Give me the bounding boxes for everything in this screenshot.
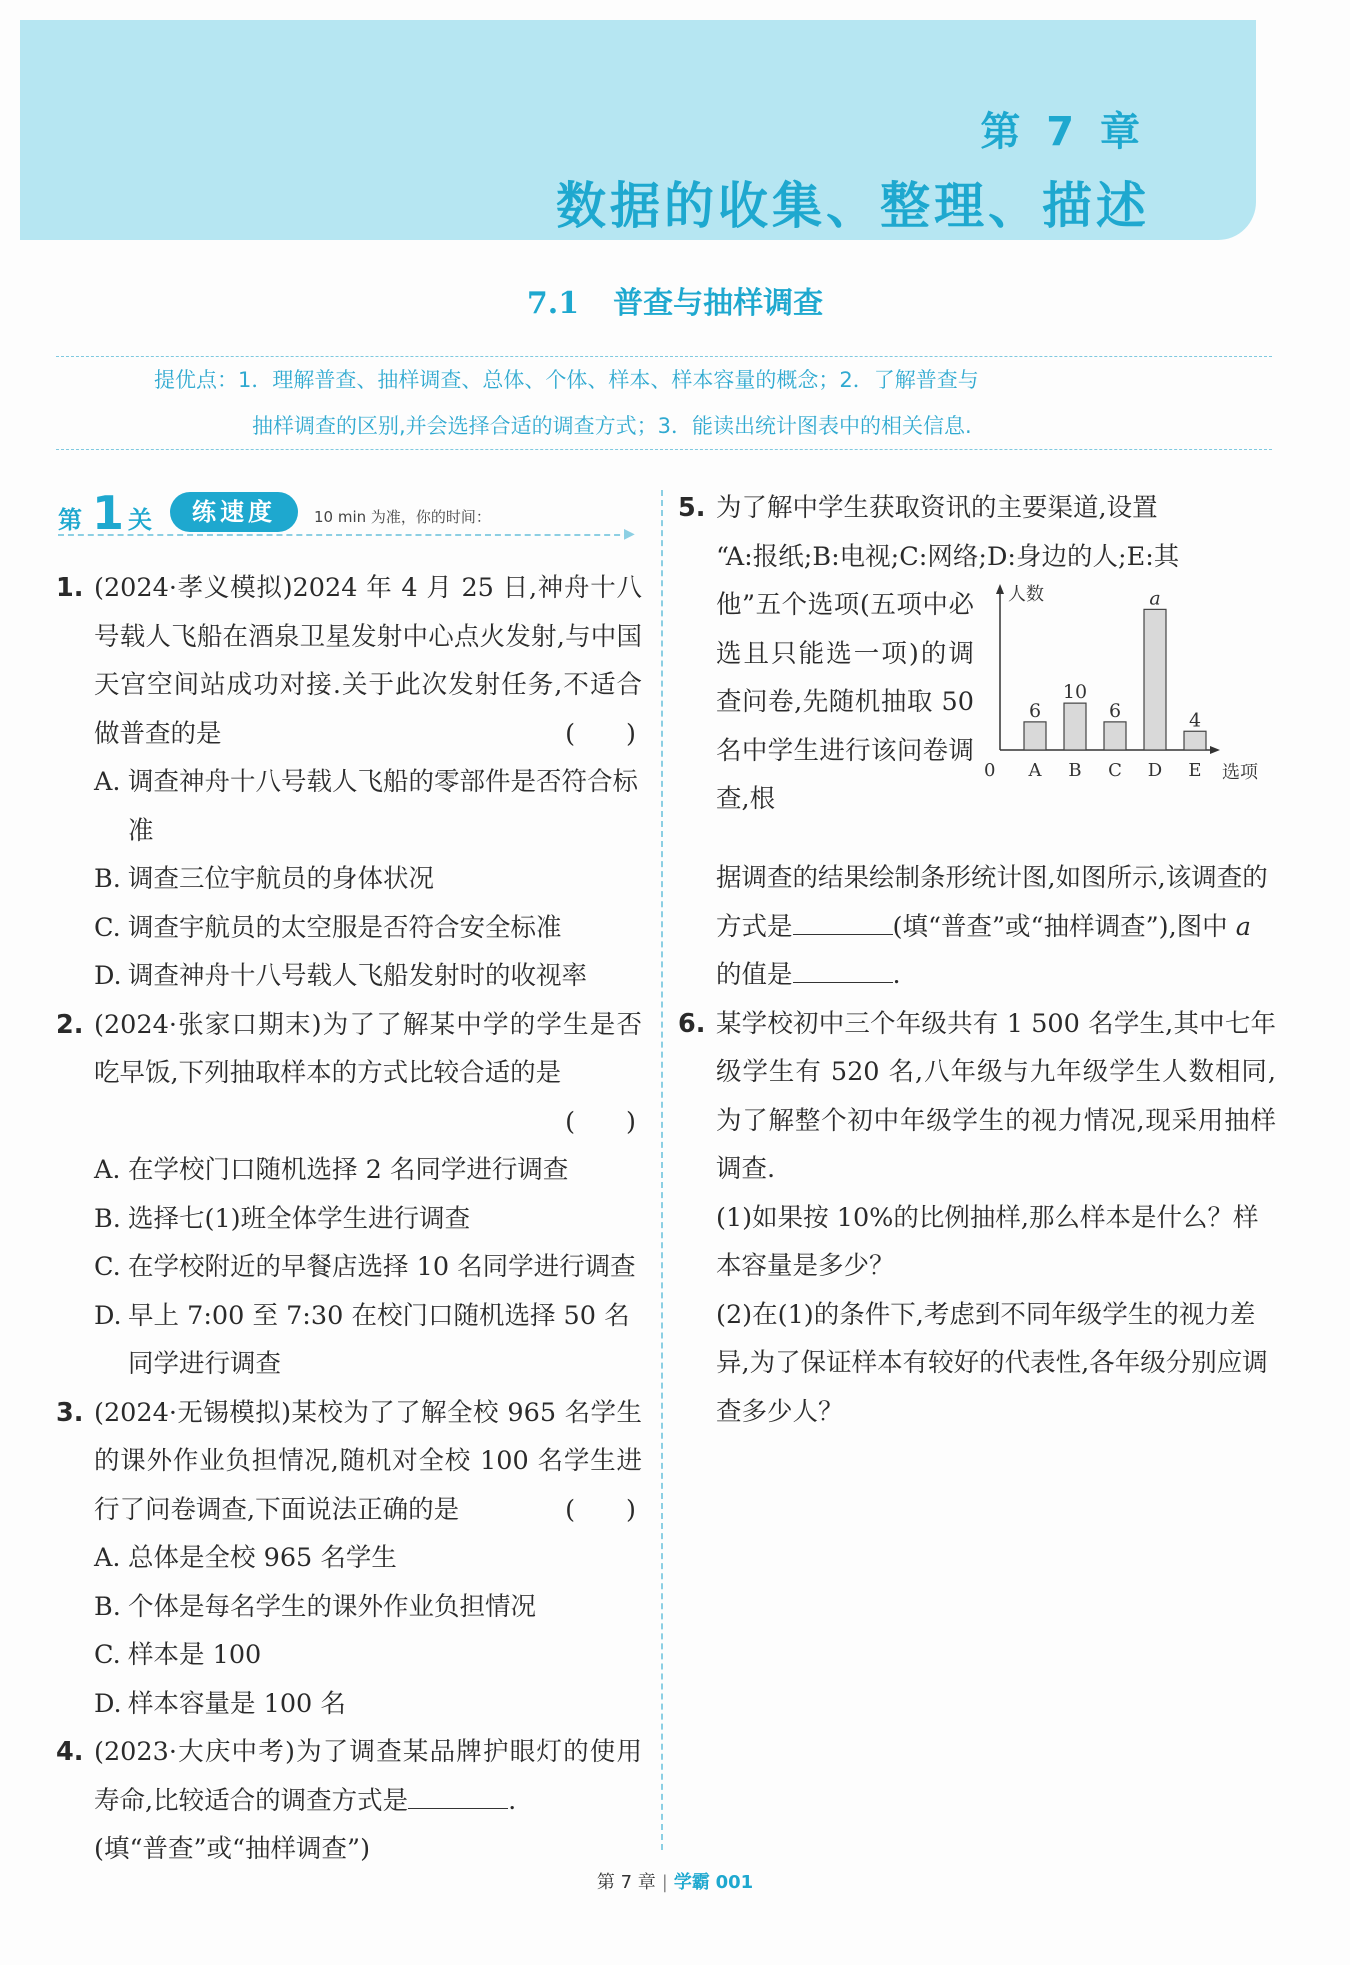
section-title	[0, 278, 1350, 322]
data-label-D: a	[1149, 587, 1161, 610]
data-label-C: 6	[1108, 699, 1122, 722]
question-number: 3.	[56, 1397, 84, 1428]
time-note: 10 min 为准，你的时间：	[314, 508, 491, 526]
tick-label-D: D	[1147, 760, 1163, 781]
option-label: C.	[94, 1252, 121, 1282]
goals-line-1: 提优点：1．理解普查、抽样调查、总体、个体、样本、样本容量的概念；2．了解普查与	[154, 368, 979, 392]
option-text: 调查神舟十八号载人飞船发射时的收视率	[128, 961, 588, 991]
option-label: C.	[94, 1640, 121, 1670]
chapter-banner	[20, 20, 1256, 240]
answer-paren: ( )	[565, 1106, 636, 1137]
right-column	[678, 484, 1276, 1436]
option-label: D.	[94, 961, 122, 991]
question-number: 2.	[56, 1009, 84, 1040]
option-label: B.	[94, 864, 121, 894]
option-d	[56, 1292, 642, 1389]
bar-chart	[978, 584, 1278, 784]
question-4	[56, 1728, 642, 1874]
footer-separator: |	[661, 1872, 668, 1893]
question-5-head	[678, 484, 1276, 533]
page-number: 001	[715, 1872, 754, 1893]
tick-label-B: B	[1068, 760, 1082, 781]
question-6	[678, 1000, 1276, 1194]
left-column	[56, 564, 642, 1874]
option-b	[56, 1195, 642, 1244]
question-number: 1.	[56, 573, 84, 603]
question-text: 据调查的结果绘制条形统计图,如图所示,该调查的方式是	[716, 863, 1268, 942]
option-label: C.	[94, 912, 121, 943]
bar-A	[1024, 722, 1046, 750]
option-text: 样本容量是 100 名	[128, 1688, 346, 1719]
tick-label-C: C	[1108, 760, 1122, 781]
chapter-number: 第 7 章	[980, 109, 1146, 155]
question-text: 查”),图中	[1120, 911, 1228, 942]
question-text: (2024·孝义模拟)2024 年 4 月 25 日,神舟十八号载人飞船在酒泉卫星发射中心点火发射,与中国天宫空间站成功对接.关于此次发射任务,不适合做普查的是	[94, 573, 642, 749]
section-name: 普查与抽样调查	[613, 286, 824, 321]
arrow-icon: ▶	[624, 526, 635, 542]
x-axis-arrow-icon	[1210, 746, 1220, 754]
answer-blank[interactable]	[793, 956, 893, 983]
section-number: 7.1	[526, 286, 580, 321]
option-text: 早上 7:00 至 7:30 在校门口随机选择 50 名同学进行调查	[128, 1300, 630, 1379]
question-text: 的值是	[716, 960, 793, 990]
y-axis-arrow-icon	[996, 584, 1004, 594]
option-text: 个体是每名学生的课外作业负担情况	[128, 1591, 537, 1622]
answer-paren: ( )	[565, 1494, 636, 1525]
data-label-A: 6	[1028, 699, 1042, 722]
question-3	[56, 1389, 642, 1535]
option-text: 样本是 100	[128, 1640, 262, 1670]
option-text: 选择七(1)班全体学生进行调查	[128, 1203, 471, 1234]
learning-goals	[56, 356, 1272, 450]
option-b	[56, 1583, 642, 1632]
option-text: 总体是全校 965 名学生	[128, 1543, 397, 1573]
option-d	[56, 1680, 642, 1729]
question-text-line1: 为了解中学生获取资讯的主要渠道,设置	[716, 493, 1158, 523]
option-c	[56, 1243, 642, 1292]
option-text: 调查三位宇航员的身体状况	[128, 864, 435, 894]
data-label-B: 10	[1062, 681, 1088, 704]
option-label: B.	[94, 1591, 121, 1622]
page-footer	[0, 1868, 1350, 1894]
option-label: D.	[94, 1300, 122, 1331]
question-1	[56, 564, 642, 758]
option-text: 在学校门口随机选择 2 名同学进行调查	[128, 1155, 569, 1185]
question-number: 6.	[678, 1008, 706, 1039]
question-text: (填“普查”或“抽样调	[892, 911, 1121, 942]
question-text-end: .	[508, 1785, 517, 1816]
question-text: (2024·张家口期末)为了了解某中学的学生是否吃早饭,下列抽取样本的方式比较合适的是	[94, 1009, 642, 1088]
question-5	[678, 484, 1276, 854]
question-text-wrap: 他”五个选项(五项中必选且只能选一项)的调查问卷,先随机抽取 50 名中学生进行该问卷调查,根	[716, 590, 974, 814]
question-number: 5.	[678, 493, 706, 523]
level-prefix: 第	[58, 506, 82, 534]
chapter-title: 数据的收集、整理、描述	[556, 177, 1150, 235]
question-text: 某学校初中三个年级共有 1 500 名学生,其中七年级学生有 520 名,八年级与九年级学生人数相同,为了解整个初中年级学生的视力情况,现采用抽样调查.	[716, 1008, 1276, 1184]
option-label: B.	[94, 1203, 121, 1234]
question-text: (2023·大庆中考)为了调查某品牌护眼灯的使用寿命,比较适合的调查方式是	[94, 1737, 642, 1816]
answer-blank[interactable]	[408, 1782, 508, 1809]
footer-brand: 学霸	[673, 1872, 710, 1893]
option-c	[56, 1631, 642, 1680]
question-text: (2024·无锡模拟)某校为了了解全校 965 名学生的课外作业负担情况,随机对全校 100 名学生进行了问卷调查,下面说法正确的是	[94, 1397, 642, 1525]
option-label: A.	[94, 1155, 121, 1185]
option-b	[56, 855, 642, 904]
level-underline	[58, 534, 630, 536]
goals-line-2: 抽样调查的区别,并会选择合适的调查方式；3．能读出统计图表中的相关信息.	[252, 414, 972, 438]
question-6-part-2: (2)在(1)的条件下,考虑到不同年级学生的视力差异,为了保证样本有较好的代表性,各年级分别应调查多少人？	[716, 1299, 1268, 1427]
level-badge: 练速度	[170, 492, 298, 532]
origin-label: 0	[984, 760, 996, 781]
level-number: 1	[92, 486, 125, 540]
data-label-E: 4	[1188, 709, 1202, 732]
variable-a: a	[1235, 911, 1251, 942]
option-d	[56, 952, 642, 1001]
bar-C	[1104, 722, 1126, 750]
bar-B	[1064, 703, 1086, 750]
question-2	[56, 1001, 642, 1147]
question-text-line2: “A:报纸;B:电视;C:网络;D:身边的人;E:其	[716, 541, 1180, 572]
level-suffix: 关	[128, 506, 152, 534]
tick-label-A: A	[1028, 760, 1042, 781]
option-label: A.	[94, 1543, 121, 1573]
column-divider	[661, 490, 663, 1850]
question-number: 4.	[56, 1737, 84, 1767]
tick-label-E: E	[1188, 760, 1202, 781]
option-text: 调查宇航员的太空服是否符合安全标准	[128, 912, 562, 943]
option-text: 在学校附近的早餐店选择 10 名同学进行调查	[128, 1252, 636, 1282]
answer-paren: ( )	[565, 718, 636, 749]
question-6-part-1: (1)如果按 10%的比例抽样,那么样本是什么？样本容量是多少？	[716, 1202, 1259, 1281]
option-text: 调查神舟十八号载人飞船的零部件是否符合标准	[128, 767, 639, 846]
option-label: D.	[94, 1688, 122, 1719]
answer-blank[interactable]	[793, 908, 893, 935]
footer-chapter: 第 7 章	[596, 1872, 656, 1893]
option-a	[56, 1146, 642, 1195]
level-header	[58, 486, 638, 542]
bar-D	[1144, 609, 1166, 750]
question-text: .	[892, 960, 901, 990]
option-a	[56, 758, 642, 855]
question-note: (填“普查”或“抽样调查”)	[94, 1834, 371, 1864]
bar-E	[1184, 731, 1206, 750]
option-a	[56, 1534, 642, 1583]
question-5-continued	[678, 854, 1276, 1000]
y-axis-label: 人数	[1008, 584, 1044, 605]
option-c	[56, 904, 642, 953]
x-axis-label: 选项	[1222, 762, 1258, 783]
option-label: A.	[94, 767, 121, 797]
